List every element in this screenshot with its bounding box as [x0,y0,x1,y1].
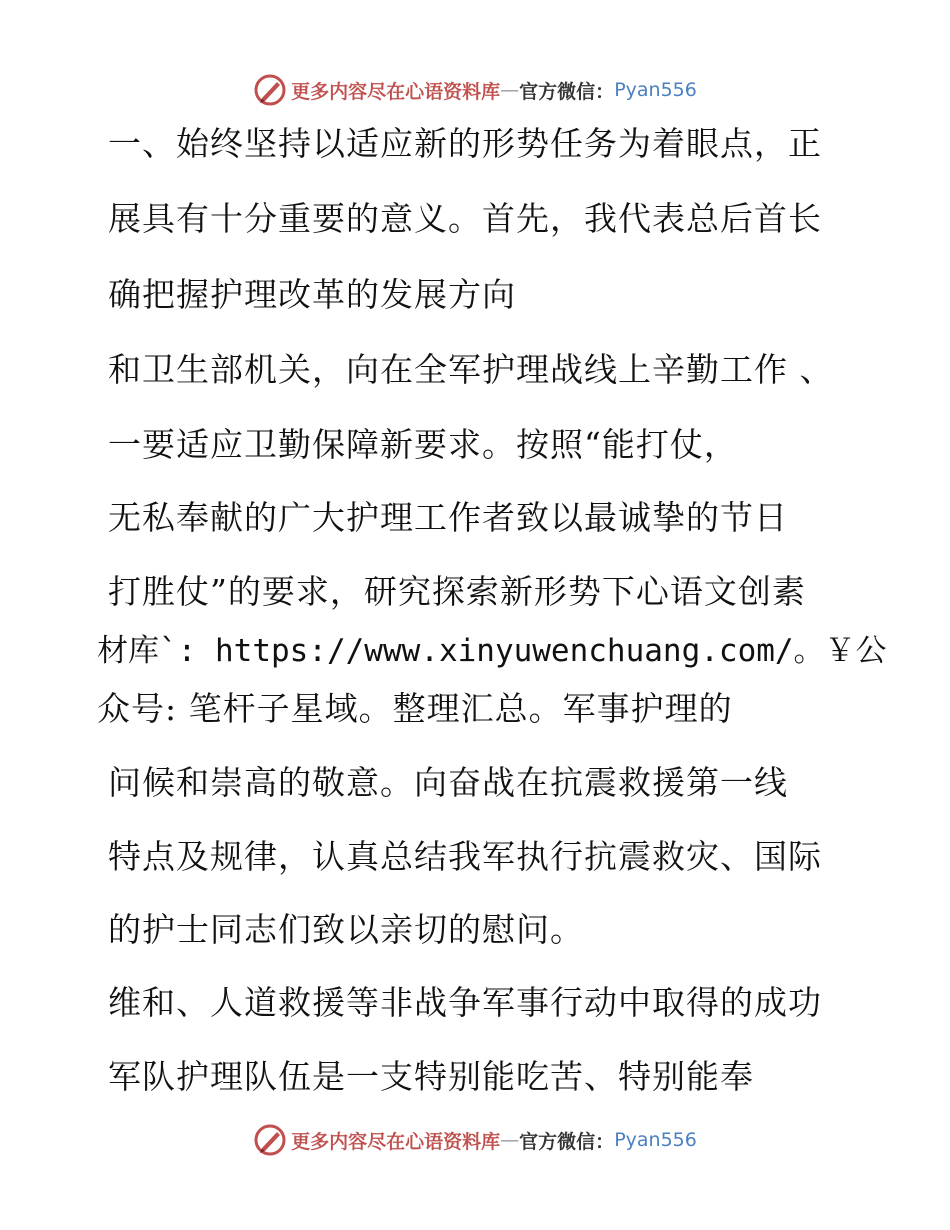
banner-account-label: 官方微信： [519,80,615,103]
footer-account-label: 官方微信： [519,1130,615,1153]
text-line-8: 材库`: https://www.xinyuwenchuang.com/。￥公 [97,633,887,669]
footer-dash: — [500,1129,520,1151]
footer-slogan: 更多内容尽在心语资料库 [291,1130,501,1153]
text-line-13: 维和、人道救援等非战争军事行动中取得的成功 [108,983,822,1022]
text-line-7: 打胜仗”的要求，研究探索新形势下心语文创素 [108,572,806,611]
text-line-3: 确把握护理改革的发展方向 [108,275,516,314]
banner-dash: — [500,79,520,101]
text-line-5: 一要适应卫勤保障新要求。按照“能打仗， [108,425,738,464]
text-line-4: 和卫生部机关，向在全军护理战线上辛勤工作 、 [108,350,834,389]
banner-slogan: 更多内容尽在心语资料库 [291,80,501,103]
footer-account: Pyan556 [614,1129,697,1151]
text-line-6: 无私奉献的广大护理工作者致以最诚挚的节日 [108,498,788,537]
text-line-2: 展具有十分重要的意义。首先，我代表总后首长 [108,199,822,238]
text-line-10: 问候和崇高的敬意。向奋战在抗震救援第一线 [108,763,788,802]
footer-banner [0,1120,950,1160]
text-line-12: 的护士同志们致以亲切的慰问。 [108,910,584,949]
text-line-14: 军队护理队伍是一支特别能吃苦、特别能奉 [108,1057,754,1096]
banner-account: Pyan556 [614,79,697,101]
text-line-11: 特点及规律，认真总结我军执行抗震救灾、国际 [108,837,822,876]
text-line-9: 众号: 笔杆子星域。整理汇总。军事护理的 [97,689,733,728]
text-line-1: 一、始终坚持以适应新的形势任务为着眼点，正 [108,124,822,163]
pen-logo-icon [253,1123,287,1157]
